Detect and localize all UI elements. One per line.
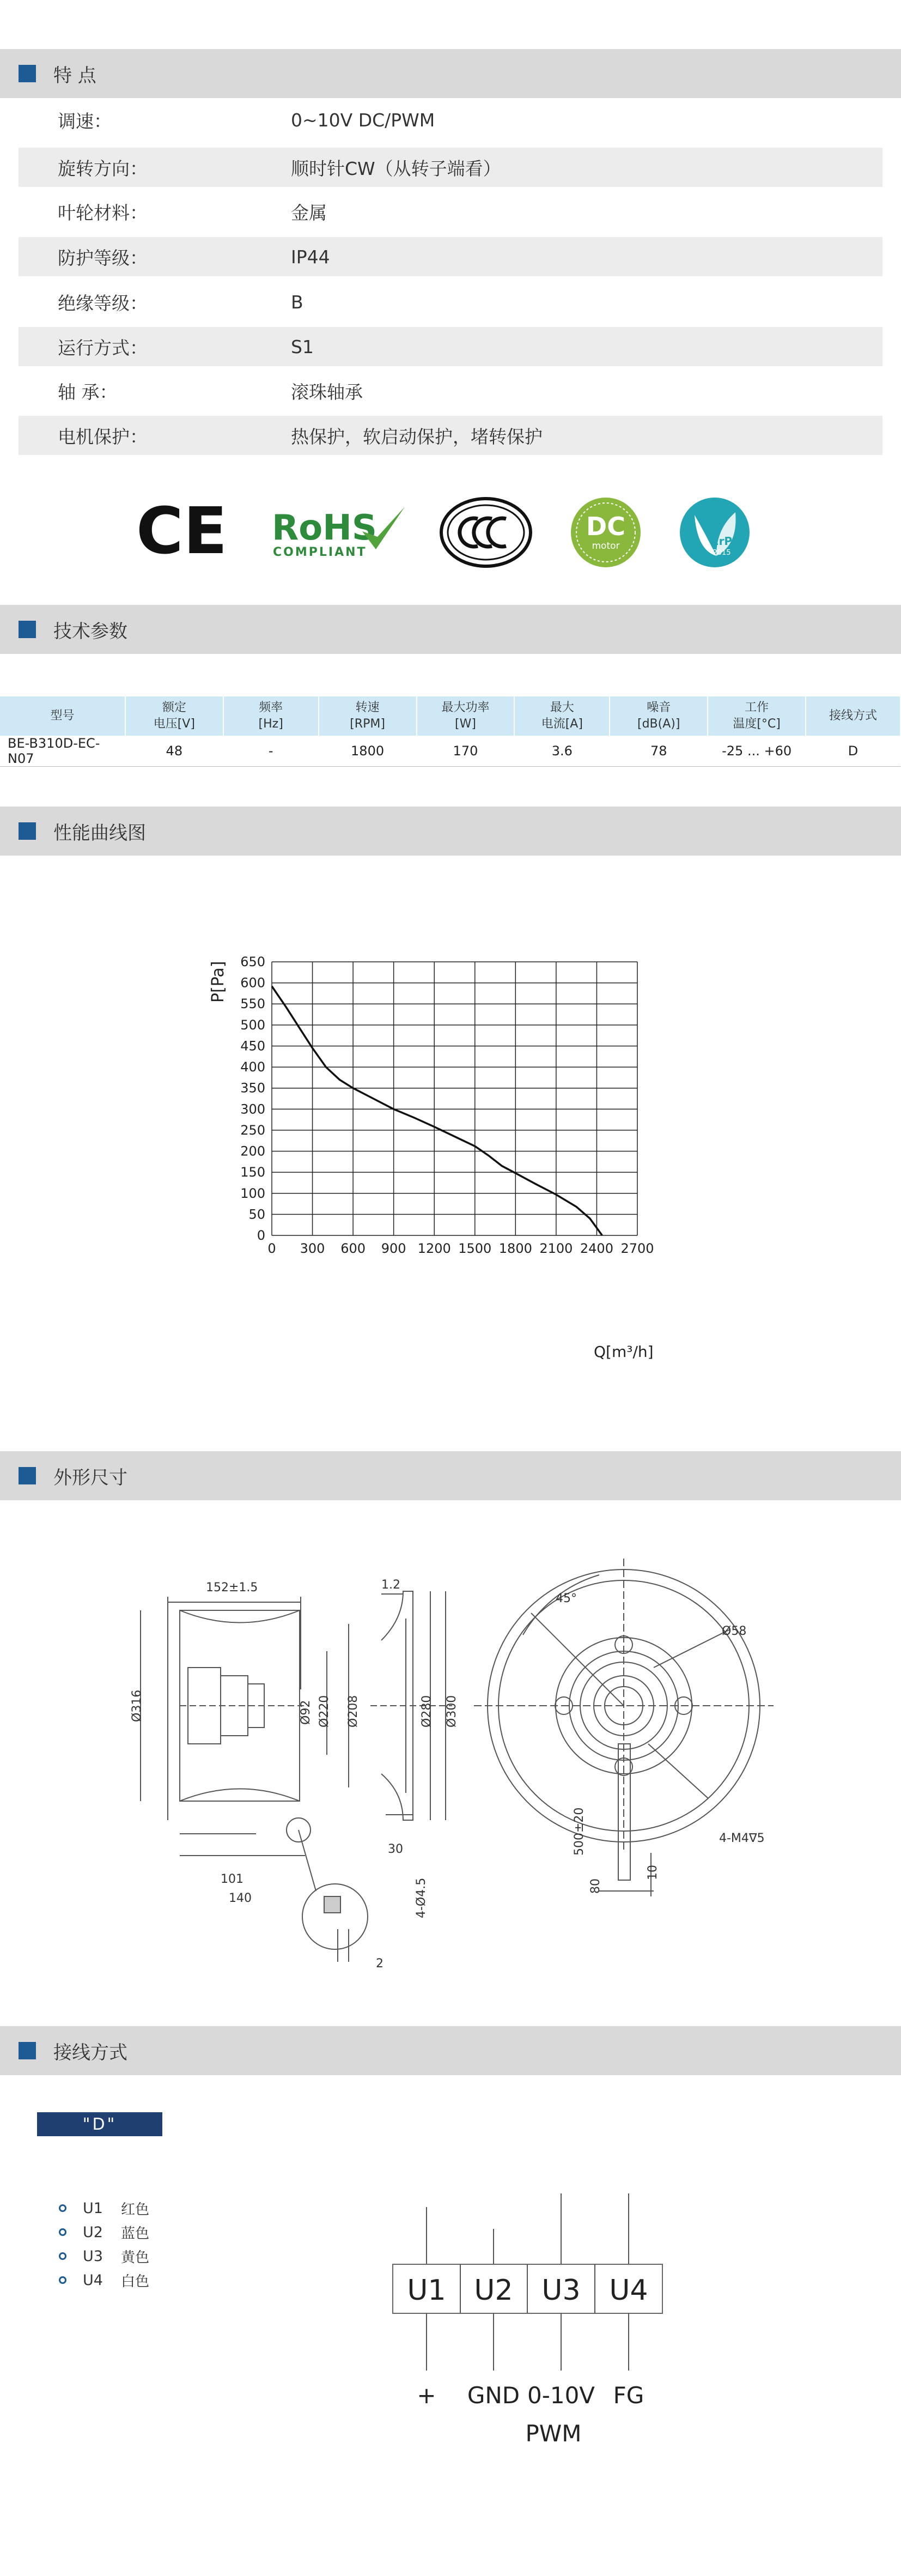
th-temperature: 工作 温度[°C] xyxy=(708,696,806,736)
y-tick-label: 150 xyxy=(240,1165,265,1180)
th-model: 型号 xyxy=(0,696,125,736)
dim-152: 152±1.5 xyxy=(206,1581,258,1595)
feature-value: 热保护，软启动保护，堵转保护 xyxy=(291,426,543,447)
th-voltage: 额定 电压[V] xyxy=(125,696,223,736)
dim-220: Ø220 xyxy=(318,1695,331,1728)
dim-101: 101 xyxy=(221,1872,243,1886)
feature-key: 叶轮材料： xyxy=(58,202,148,223)
signal-gnd: GND xyxy=(467,2382,520,2409)
pressure-flow-curve xyxy=(272,986,602,1235)
cell-noise: 78 xyxy=(610,736,708,767)
section-title: 特 点 xyxy=(53,64,96,87)
svg-text:RoHS: RoHS xyxy=(272,508,377,548)
feature-key: 调速： xyxy=(58,110,112,132)
th-wiring: 接线方式 xyxy=(806,696,900,736)
terminal-u3: U3 xyxy=(541,2274,581,2307)
section-bar-tech xyxy=(0,605,901,654)
y-tick-label: 600 xyxy=(240,975,265,991)
terminal-u1: U1 xyxy=(407,2274,446,2307)
x-tick-label: 1500 xyxy=(458,1241,492,1256)
svg-text:2015: 2015 xyxy=(713,549,731,557)
section-title: 外形尺寸 xyxy=(53,1466,127,1489)
dim-280: Ø280 xyxy=(420,1695,434,1728)
feature-key: 旋转方向： xyxy=(58,157,148,179)
feature-value: IP44 xyxy=(291,246,330,268)
x-tick-label: 600 xyxy=(340,1241,366,1256)
section-title: 技术参数 xyxy=(53,620,127,643)
x-tick-label: 2400 xyxy=(580,1241,613,1256)
feature-key: 绝缘等级： xyxy=(58,292,148,314)
dim-4-m4: 4-M4∇5 xyxy=(719,1832,765,1845)
svg-text:DC: DC xyxy=(586,512,625,541)
dim-30: 30 xyxy=(388,1842,403,1856)
cell-wiring: D xyxy=(806,736,900,767)
dim-80: 80 xyxy=(589,1878,602,1894)
y-tick-label: 300 xyxy=(240,1101,265,1117)
signal-fg: FG xyxy=(613,2382,644,2409)
feature-row xyxy=(19,416,882,455)
section-title: 性能曲线图 xyxy=(53,822,146,844)
ce-logo-icon xyxy=(136,499,229,564)
section-square-icon xyxy=(19,1467,36,1484)
feature-value: 滚珠轴承 xyxy=(291,381,363,403)
th-speed: 转速 [RPM] xyxy=(319,696,417,736)
y-tick-label: 500 xyxy=(240,1017,265,1033)
dim-45deg: 45° xyxy=(556,1592,577,1605)
dim-10: 10 xyxy=(646,1865,660,1880)
dim-208: Ø208 xyxy=(346,1695,360,1728)
section-bar-curve xyxy=(0,807,901,856)
feature-key: 防护等级： xyxy=(58,247,148,269)
y-tick-label: 400 xyxy=(240,1059,265,1075)
bullet-icon xyxy=(59,2228,66,2236)
dc-motor-logo-icon xyxy=(569,496,643,569)
cell-frequency: - xyxy=(223,736,319,767)
y-tick-label: 550 xyxy=(240,996,265,1012)
cell-voltage: 48 xyxy=(125,736,223,767)
feature-value: 金属 xyxy=(291,202,327,223)
th-noise: 噪音 [dB(A)] xyxy=(610,696,708,736)
list-item: U3 黄色 xyxy=(59,2244,149,2268)
table-row xyxy=(0,736,900,767)
dim-300: Ø300 xyxy=(445,1695,459,1728)
feature-row xyxy=(19,282,882,322)
feature-row xyxy=(19,148,882,187)
spec-table xyxy=(0,696,901,767)
feature-key: 轴 承： xyxy=(58,381,118,403)
dim-4-o4-5: 4-Ø4.5 xyxy=(415,1877,428,1918)
table-header-row xyxy=(0,696,900,736)
x-axis-label: Q[m³/h] xyxy=(594,1343,654,1361)
svg-text:CE: CE xyxy=(136,499,228,564)
feature-key: 运行方式： xyxy=(58,337,148,359)
cell-power: 170 xyxy=(417,736,515,767)
section-bar-wiring xyxy=(0,2026,901,2075)
terminal-u4: U4 xyxy=(609,2274,648,2307)
feature-row xyxy=(19,371,882,410)
list-item: U2 蓝色 xyxy=(59,2220,149,2244)
terminal-u2: U2 xyxy=(474,2274,513,2307)
cell-model: BE-B310D-EC-N07 xyxy=(0,736,125,767)
x-tick-label: 300 xyxy=(300,1241,325,1256)
dim-58: Ø58 xyxy=(722,1625,747,1638)
x-tick-label: 2100 xyxy=(539,1241,573,1256)
feature-value: B xyxy=(291,291,303,313)
svg-text:motor: motor xyxy=(592,541,620,551)
section-square-icon xyxy=(19,822,36,840)
bullet-icon xyxy=(59,2204,66,2212)
svg-text:ErP: ErP xyxy=(711,535,733,548)
bullet-icon xyxy=(59,2276,66,2284)
th-power: 最大功率 [W] xyxy=(417,696,515,736)
list-item: U1 红色 xyxy=(59,2196,149,2220)
dim-140: 140 xyxy=(229,1892,252,1905)
bullet-icon xyxy=(59,2252,66,2260)
ccc-logo-icon xyxy=(439,496,534,569)
dim-316: Ø316 xyxy=(130,1689,144,1722)
feature-row xyxy=(19,237,882,276)
y-axis-label: P[Pa] xyxy=(209,961,228,1003)
signal-plus: + xyxy=(417,2382,436,2409)
y-tick-label: 0 xyxy=(257,1228,265,1243)
erp-logo-icon xyxy=(678,496,752,569)
terminal-diagram xyxy=(381,2185,686,2469)
signal-pwm: PWM xyxy=(525,2420,582,2447)
y-tick-label: 650 xyxy=(240,954,265,969)
section-square-icon xyxy=(19,2042,36,2059)
feature-row xyxy=(19,327,882,366)
cell-temperature: -25 ... +60 xyxy=(708,736,806,767)
y-tick-label: 250 xyxy=(240,1122,265,1138)
list-item: U4 白色 xyxy=(59,2268,149,2292)
dim-500: 500±20 xyxy=(573,1807,586,1856)
feature-row xyxy=(19,100,882,140)
dim-92: Ø92 xyxy=(299,1700,313,1725)
x-tick-label: 1200 xyxy=(417,1241,451,1256)
x-tick-label: 0 xyxy=(267,1241,276,1256)
x-tick-label: 2700 xyxy=(620,1241,654,1256)
section-title: 接线方式 xyxy=(53,2041,127,2064)
th-current: 最大 电流[A] xyxy=(514,696,610,736)
wiring-type-tag: "D" xyxy=(37,2112,162,2136)
dimension-drawing xyxy=(0,1559,901,1995)
rohs-logo-icon xyxy=(270,501,411,567)
dim-1-2: 1.2 xyxy=(381,1578,400,1592)
y-tick-label: 450 xyxy=(240,1038,265,1054)
y-tick-label: 350 xyxy=(240,1080,265,1096)
certification-logos xyxy=(0,488,901,575)
y-tick-label: 100 xyxy=(240,1185,265,1201)
wire-color-list xyxy=(59,2196,149,2292)
dim-2: 2 xyxy=(376,1957,383,1971)
th-frequency: 频率 [Hz] xyxy=(223,696,319,736)
section-square-icon xyxy=(19,65,36,82)
cell-current: 3.6 xyxy=(514,736,610,767)
cell-speed: 1800 xyxy=(319,736,417,767)
y-tick-label: 50 xyxy=(248,1207,265,1222)
feature-key: 电机保护： xyxy=(58,426,148,447)
signal-0-10v: 0-10V xyxy=(527,2382,595,2409)
feature-value: 顺时针CW（从转子端看） xyxy=(291,157,501,179)
section-bar-features xyxy=(0,49,901,98)
feature-row xyxy=(19,192,882,231)
feature-value: 0~10V DC/PWM xyxy=(291,109,435,131)
section-bar-dims xyxy=(0,1451,901,1500)
svg-text:COMPLIANT: COMPLIANT xyxy=(273,545,367,559)
x-tick-label: 900 xyxy=(381,1241,406,1256)
feature-value: S1 xyxy=(291,336,314,357)
performance-chart xyxy=(202,937,692,1368)
x-tick-label: 1800 xyxy=(498,1241,532,1256)
section-square-icon xyxy=(19,621,36,638)
y-tick-label: 200 xyxy=(240,1143,265,1159)
